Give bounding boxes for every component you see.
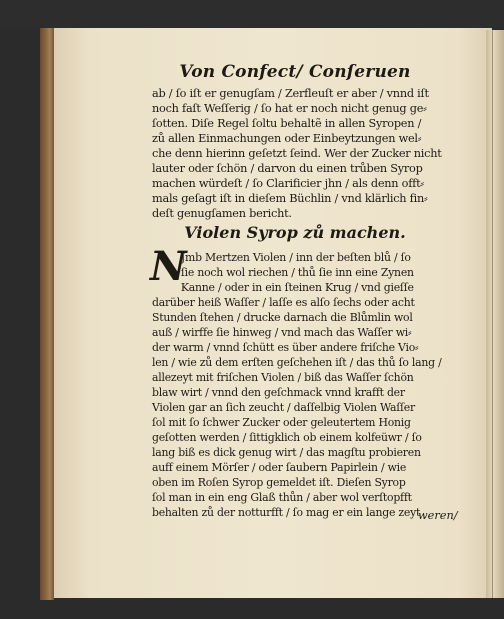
section-heading: Violen Syrop zů machen. — [184, 223, 406, 242]
text-line: der warm / vnnd ſchütt es über andere friſche Vio⸗ — [152, 341, 419, 354]
text-line: zů allen Einmachungen oder Einbeytzungen wel⸗ — [152, 132, 422, 145]
text-line: len / wie zů dem erſten geſchehen iſt / das thů ſo lang / — [152, 356, 442, 369]
text-line: che denn hierinn geſetzt ſeind. Wer der Zucker nicht — [152, 147, 442, 160]
text-line: allezeyt mit friſchen Violen / biß das Waſſer ſchön — [152, 371, 414, 384]
catchword: weren/ — [418, 509, 458, 522]
text-line: deſt genugſamen bericht. — [152, 207, 292, 220]
paragraph-1 — [152, 86, 442, 221]
text-line: lang biß es dick genug wirt / das magſtu probieren — [152, 446, 421, 459]
text-line: machen würdeſt / ſo Clarificier jhn / als denn offt⸗ — [152, 177, 424, 190]
page-edge — [486, 30, 504, 598]
drop-capital: N — [150, 243, 187, 290]
text-line: oben im Roſen Syrop gemeldet iſt. Dieſen Syrop — [152, 476, 406, 489]
text-line: Kanne / oder in ein ſteinen Krug / vnd gieſſe — [180, 281, 414, 294]
text-line: mals geſagt iſt in dieſem Büchlin / vnd klärlich fin⸗ — [152, 192, 428, 205]
text-line: behalten zů der notturfft / ſo mag er ein lange zeyt — [152, 506, 421, 519]
text-line: Violen gar an ſich zeucht / daſſelbig Violen Waſſer — [152, 401, 415, 414]
text-line: ſie noch wol riechen / thů ſie inn eine Zynen — [180, 266, 414, 279]
text-line: geſotten werden / ſittigklich ob einem kolfeüwr / ſo — [152, 431, 422, 444]
text-line: ſol man in ein eng Glaß thůn / aber wol verſtopfft — [152, 491, 412, 504]
text-line: ſotten. Diſe Regel ſoltu behaltẽ in allen Syropen / — [152, 117, 422, 130]
book-spine — [40, 28, 54, 600]
text-line: noch faſt Weſſerig / ſo hat er noch nicht genug ge⸗ — [152, 102, 427, 115]
text-line: Jmb Mertzen Violen / inn der beſten blů / ſo — [180, 251, 411, 264]
text-line: auß / wirffe ſie hinweg / vnd mach das Waſſer wi⸗ — [152, 326, 412, 339]
text-line: blaw wirt / vnnd den geſchmack vnnd krafft der — [152, 386, 405, 399]
text-line: darüber heiß Waſſer / laſſe es alſo ſechs oder acht — [152, 296, 415, 309]
scan-background-top — [0, 0, 504, 28]
scan-background-left — [0, 0, 40, 619]
paragraph-2 — [152, 250, 442, 520]
running-header: Von Confect/ Conſeruen — [179, 62, 411, 82]
text-line: ab / ſo iſt er genugſam / Zerfleuſt er aber / vnnd iſt — [152, 87, 429, 100]
text-line: auff einem Mörſer / oder ſaubern Papirlein / wie — [152, 461, 407, 474]
scan-background-bottom — [0, 598, 504, 619]
text-line: lauter oder ſchön / darvon du einen trůben Syrop — [152, 162, 423, 175]
text-line: ſol mit ſo ſchwer Zucker oder geleutertem Honig — [152, 416, 411, 429]
page-edge-line — [492, 30, 493, 598]
text-line: Stunden ſtehen / drucke darnach die Blůmlin wol — [152, 311, 413, 324]
